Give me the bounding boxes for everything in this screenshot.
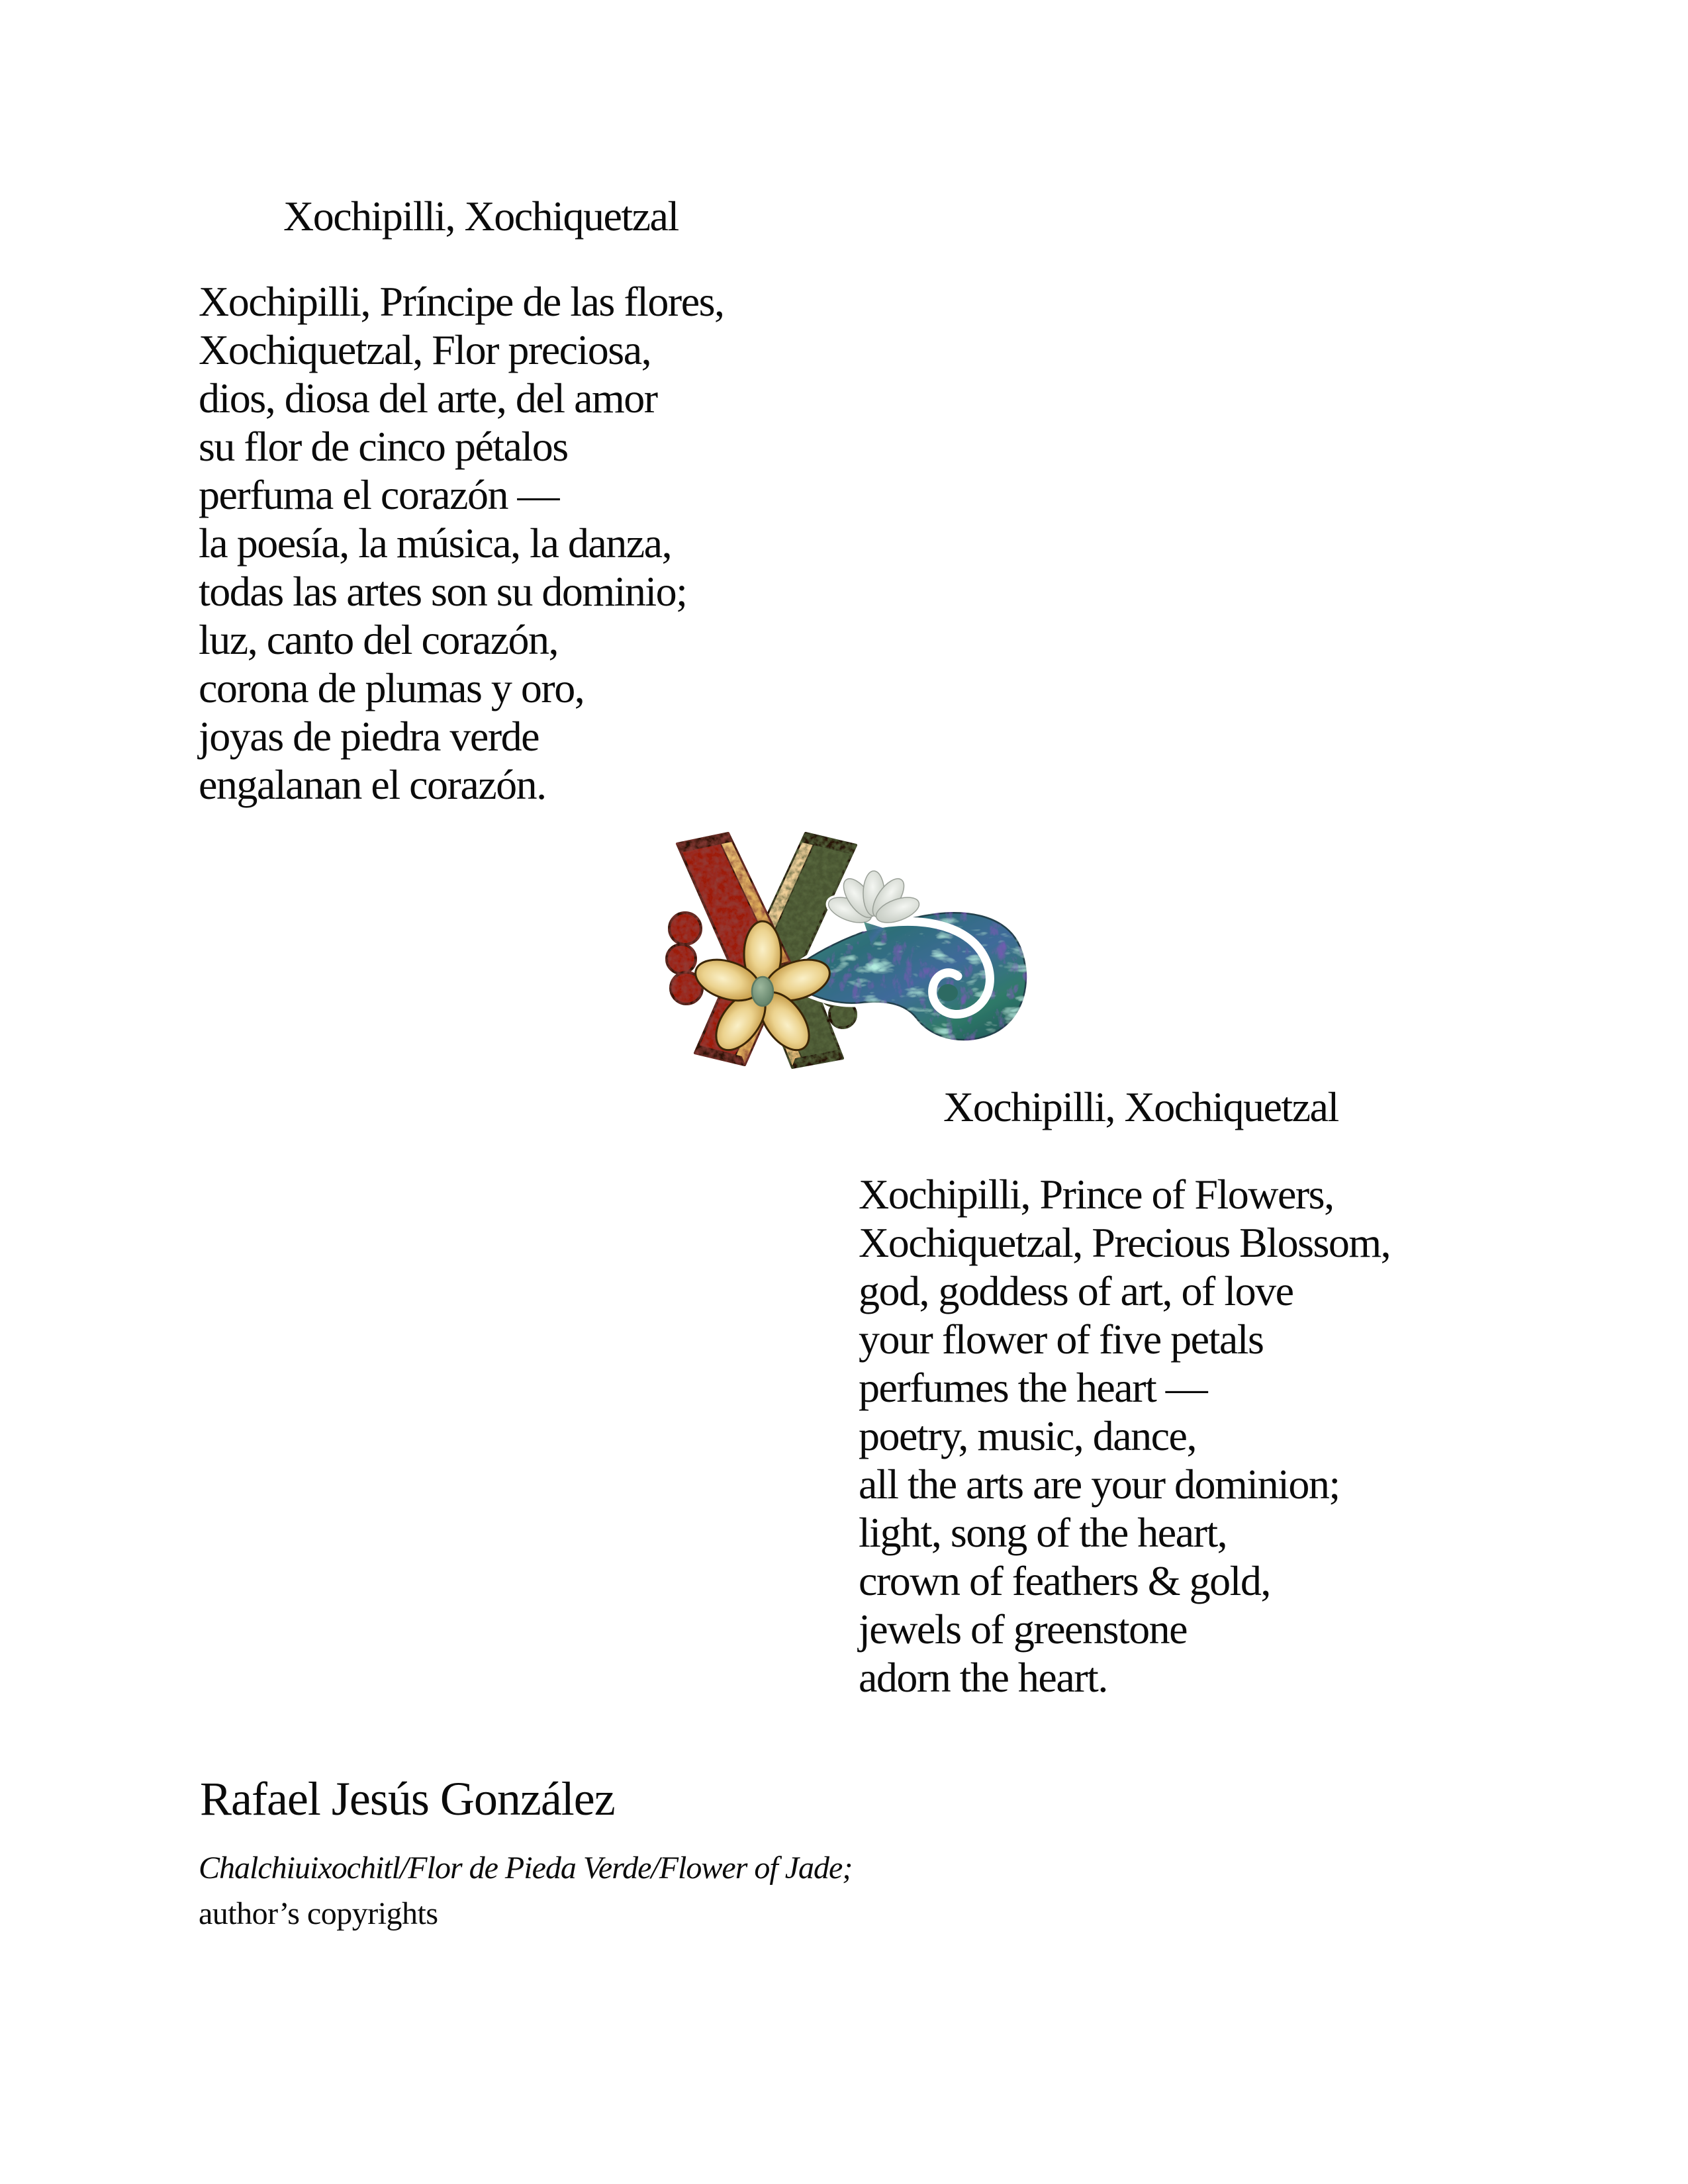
poem-spanish — [199, 277, 724, 809]
poem-en-line: god, goddess of art, of love — [859, 1267, 1293, 1314]
poem-en-line: your flower of five petals — [859, 1316, 1264, 1363]
source-title: Chalchiuixochitl/Flor de Pieda Verde/Flower of Jade; — [199, 1850, 853, 1886]
poem-es-line: engalanan el corazón. — [199, 761, 546, 808]
poem-es-line: corona de plumas y oro, — [199, 664, 585, 711]
scroll-center-nub — [938, 984, 958, 1001]
poem-title-english: Xochipilli, Xochiquetzal — [943, 1083, 1338, 1130]
poem-es-line: dios, diosa del arte, del amor — [199, 375, 657, 422]
poem-es-line: Xochipilli, Príncipe de las flores, — [199, 278, 724, 325]
poem-en-line: poetry, music, dance, — [859, 1412, 1196, 1459]
copyright-notice: author’s copyrights — [199, 1896, 438, 1931]
poem-es-line: luz, canto del corazón, — [199, 616, 558, 663]
poem-en-line: adorn the heart. — [859, 1654, 1107, 1701]
poem-es-line: Xochiquetzal, Flor preciosa, — [199, 326, 651, 373]
poem-es-line: perfuma el corazón — — [199, 471, 559, 518]
poem-en-line: jewels of greenstone — [859, 1606, 1188, 1653]
poem-title-spanish: Xochipilli, Xochiquetzal — [283, 193, 679, 240]
poem-es-line: su flor de cinco pétalos — [199, 423, 568, 470]
credit-block — [199, 1845, 852, 1936]
poem-es-line: joyas de piedra verde — [199, 713, 539, 760]
poem-en-line: light, song of the heart, — [859, 1509, 1227, 1556]
author-name: Rafael Jesús González — [200, 1772, 615, 1825]
poem-en-line: crown of feathers & gold, — [859, 1557, 1270, 1604]
poem-english — [859, 1170, 1390, 1702]
xochitl-glyph-image — [665, 829, 1033, 1071]
poem-en-line: Xochipilli, Prince of Flowers, — [859, 1171, 1334, 1218]
poem-en-line: perfumes the heart — — [859, 1364, 1207, 1411]
poem-en-line: Xochiquetzal, Precious Blossom, — [859, 1219, 1391, 1266]
jade-bead — [752, 977, 773, 1006]
xochitl-glyph-svg — [665, 829, 1033, 1071]
poem-es-line: todas las artes son su dominio; — [199, 568, 687, 615]
poem-en-line: all the arts are your dominion; — [859, 1461, 1340, 1508]
poem-es-line: la poesía, la música, la danza, — [199, 520, 672, 567]
